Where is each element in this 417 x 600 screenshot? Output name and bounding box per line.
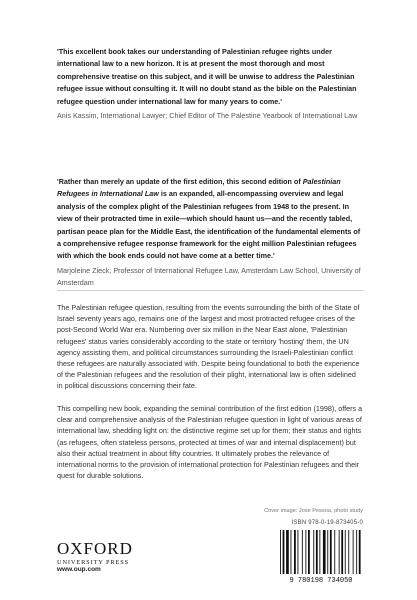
description-paragraph-2: This compelling new book, expanding the seminal contribution of the first edition (1998), offers a clear and comprehensive analysis of the Palestinian refugee question in light of various areas of international law, shedding light on: the distinctive regime set up for them; their status and rights (as refugees, often stateless persons, protected at times of war and internal displacement) but also their actual treatment in about fifty countries. It ultimately probes the relevance of international norms to the provision of international protection for Palestinian refugees and their quest for durable solutions.	[57, 404, 363, 481]
publisher-website[interactable]: www.oup.com	[57, 566, 101, 573]
review-quote	[57, 176, 363, 263]
publisher-subtitle: UNIVERSITY PRESS	[57, 559, 130, 566]
review-quote-part: 'Rather than merely an update of the first edition, this second edition of	[57, 177, 303, 186]
isbn-label: ISBN 978-0-19-873405-0	[291, 520, 363, 526]
review-2	[57, 176, 363, 290]
review-1	[57, 46, 363, 122]
divider	[57, 290, 363, 291]
publisher-name: OXFORD	[57, 539, 133, 558]
description-paragraph-1: The Palestinian refugee question, resulting from the events surrounding the birth of the State of Israel seventy years ago, remains one of the largest and most protracted refugee crises of the post-Second World War era. Numbering over six million in the Near East alone, 'Palestinian refugees' status varies considerably according to the state or territory 'hosting' them, the UN agency assisting them, and political circumstances surrounding the Israeli-Palestinian conflict these refugees are naturally associated with. Despite being foundational to both the experience of the Palestinian refugees and the resolution of their plight, international law is often sidelined in political discussions concerning their fate.	[57, 303, 360, 391]
cover-image-credit: Cover image: Jose Pessoa, photo study	[264, 508, 363, 514]
review-quote-part: is an expanded, all-encompassing overview and legal analysis of the complex plight of the Palestinian refugees from 1948 to the present. In view of their protracted time in exile—which should haunt us—and the recently tabled, partisan peace plan for the Middle East, the identification of the fundamental elements of a comprehensive refugee response framework for the eight million Palestinian refugees with which the book ends could not have come at a better time.'	[57, 189, 361, 261]
review-attribution: Marjoleine Zieck, Professor of International Refugee Law, Amsterdam Law School, University of Amsterdam	[57, 265, 361, 288]
barcode-bars	[280, 530, 361, 574]
barcode-digits: 9 780198 734050	[289, 577, 353, 584]
review-quote: 'This excellent book takes our understanding of Palestinian refugee rights under international law to a new horizon. It is at present the most thorough and most comprehensive treatise on this subject, and it will be unwise to address the Palestinian refugee issue without consulting it. It will no doubt stand as the bible on the Palestinian refugee question under international law for many years to come.'	[57, 47, 357, 106]
publisher-logo	[57, 540, 147, 566]
barcode-image	[276, 528, 366, 584]
book-title-italic: Palestinian Refugees in International Law	[57, 177, 341, 199]
review-attribution: Anis Kassim, International Lawyer; Chief Editor of The Palestine Yearbook of International Law	[57, 111, 358, 121]
